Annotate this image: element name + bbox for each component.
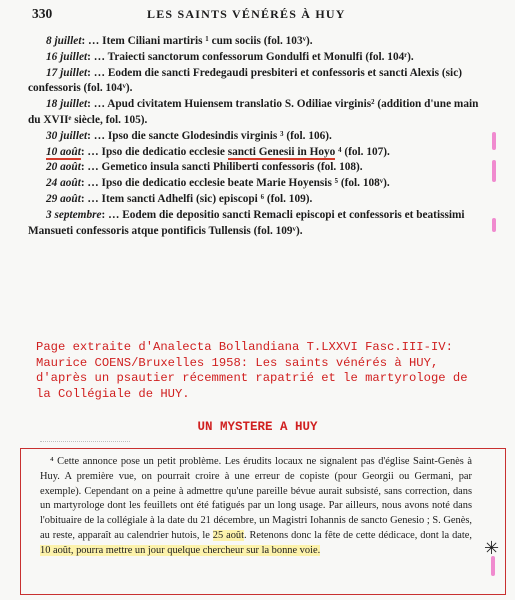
entry-24-aout: 24 août: … Ipso die dedicatio ecclesie beate Marie Hoyensis ⁵ (fol. 108ᵛ). [46, 177, 390, 190]
footnote-4: ⁴ Cette annonce pose un petit problème. Les érudits locaux ne signalent pas d'église Saint-Genès à Huy. A première vue, on pourrait croire à une erreur de copiste (pour Georgii ou Germani, par exemple). Cependant on a peine à admettre qu'une pareille bévue aurait subsisté, sans correction, dans un martyrologe dont les feuillets ont été fatigués par un long usage. Par ailleurs, nous avons noté dans l'obituaire de la collégiale à la date du 21 décembre, un Magistri Iohannis de sancto Genesio ; S. Genès, au reste, apparaît au calendrier hutois, le 25 août. Retenons donc la fête de cette dédicace, dont la date, 10 août, pourra mettre un jour quelque chercheur sur la bonne voie. [40, 456, 472, 556]
entry-18-juillet: 18 juillet: … Apud civitatem Huiensem translatio S. Odiliae virginis² (addition d'une main du XVIIᵉ siècle, fol. 105). [28, 98, 479, 126]
page-number: 330 [32, 6, 53, 21]
asterisk-icon: ✳ [484, 538, 500, 559]
entry-10-aout: 10 août: … Ipso die dedicatio ecclesie sancti Genesii in Hoyo ⁴ (fol. 107). [46, 145, 390, 158]
genesii-underline: sancti Genesii in Hoyo [227, 145, 336, 158]
entry-30-juillet: 30 juillet: … Ipso die sancte Glodesindis virginis ³ (fol. 106). [46, 129, 332, 142]
cut-line-divider [40, 441, 130, 446]
entry-20-aout: 20 août: … Gemetico insula sancti Philiberti confessoris (fol. 108). [46, 161, 363, 174]
entry-29-aout: 29 août: … Item sancti Adhelfi (sic) episcopi ⁶ (fol. 109). [46, 192, 313, 205]
martyrology-entries [28, 34, 480, 239]
running-title: LES SAINTS VÉNÉRÉS À HUY [147, 7, 346, 21]
highlight-25-aout: 25 août [212, 529, 244, 541]
pink-margin-mark [492, 160, 496, 182]
section-subtitle: UN MYSTERE A HUY [197, 420, 318, 434]
entry-17-juillet: 17 juillet: … Eodem die sancti Fredegaudi presbiteri et confessoris et sancti Alexis (sic) confessoris (fol. 104ᵛ). [28, 66, 462, 95]
entry-8-juillet: 8 juillet: … Item Ciliani martiris ¹ cum sociis (fol. 103ᵛ). [46, 35, 313, 47]
pink-margin-mark [492, 218, 496, 232]
highlight-10-aout: 10 août, pourra mettre un jour quelque chercheur sur la bonne voie. [40, 544, 321, 556]
entry-3-septembre: 3 septembre: … Eodem die depositio sancti Remacli episcopi et confessoris et beatissimi Mansueti confessoris atque pontificis Tullensis (fol. 109ᵛ). [28, 208, 465, 237]
entry-16-juillet: 16 juillet: … Traiecti sanctorum confessorum Gondulfi et Monulfi (fol. 104ʳ). [46, 50, 414, 63]
source-caption: Page extraite d'Analecta Bollandiana T.LXXVI Fasc.III-IV: Maurice COENS/Bruxelles 1958: Les saints vénérés à HUY, d'après un psautier récemment rapatrié et le martyrologe de la Collégiale de HUY. [36, 340, 468, 401]
page-header [32, 6, 472, 26]
pink-margin-mark [492, 132, 496, 150]
